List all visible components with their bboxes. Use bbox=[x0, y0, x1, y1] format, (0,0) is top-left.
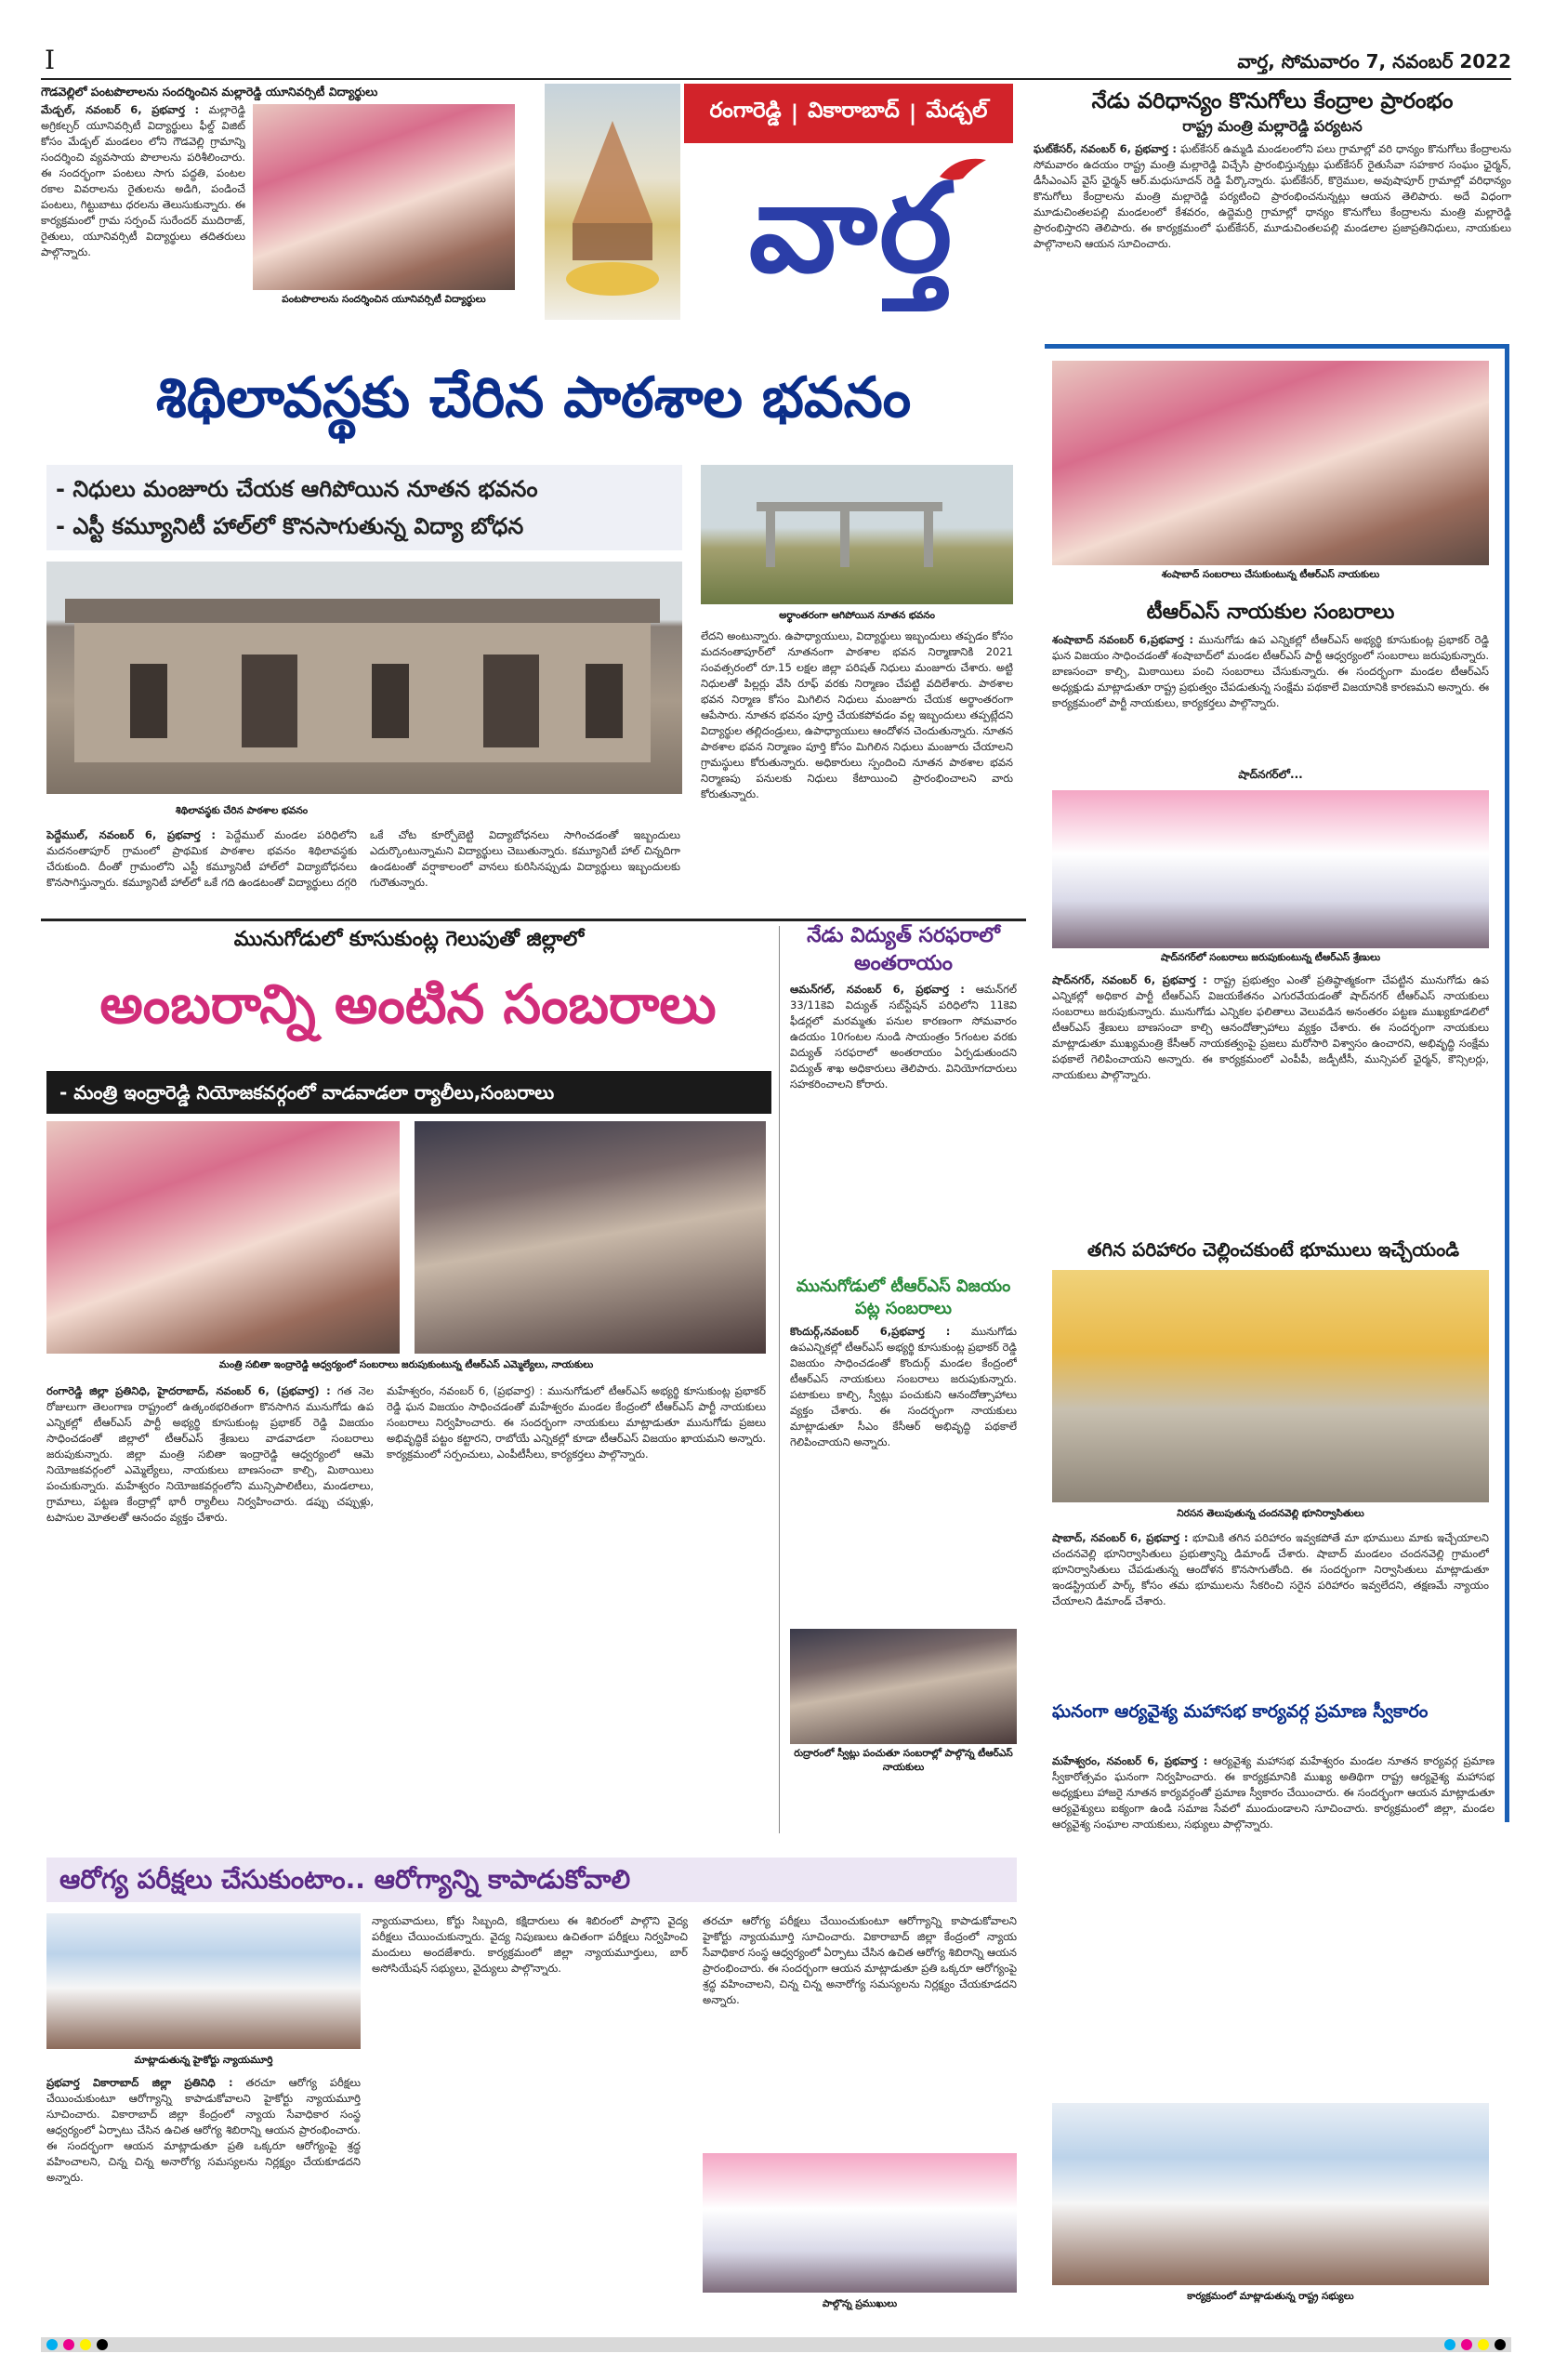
story-text: ఆర్యవైశ్య మహాసభ మహేశ్వరం మండల నూతన కార్యవర్గ ప్రమాణ స్వీకారోత్సవం ఘనంగా నిర్వహించారు. ఈ కార్యక్రమానికి ముఖ్య అతిథిగా రాష్ట్ర ఆర్యవైశ్య మహాసభ అధ్యక్షులు హాజరై నూతన కార్యవర్గంతో ప్రమాణ స్వీకారం చేయించారు. ఈ సందర్భంగా ఆయన మాట్లాడుతూ ఆర్యవైశ్యులు ఐక్యంగా ఉండి సమాజ సేవలో ముందుండాలని సూచించారు. కార్యక్రమంలో జిల్లా, మండల ఆర్యవైశ్య సంఘాల నాయకులు, సభ్యులు పాల్గొన్నారు. bbox=[1052, 1754, 1495, 1831]
school-building-caption: శిథిలావస్థకు చేరిన పాఠశాల భవనం bbox=[175, 805, 309, 816]
land-body bbox=[1052, 1530, 1489, 1694]
health-photo-1 bbox=[46, 1913, 361, 2049]
school-body-1 bbox=[46, 827, 680, 915]
trs-headline: టీఆర్ఎస్ నాయకుల సంబరాలు bbox=[1146, 601, 1395, 624]
temple-photo bbox=[545, 84, 680, 320]
building-illustration bbox=[46, 562, 682, 794]
district-medchal: మేడ్చల్ bbox=[926, 99, 988, 123]
district-divider: | bbox=[790, 101, 799, 126]
story-school-headline: శిథిలావస్థకు చేరిన పాఠశాల భవనం bbox=[155, 365, 912, 430]
munugode-kicker: మునుగోడులో కూసుకుంట్ల గెలుపుతో జిల్లాలో bbox=[233, 928, 585, 951]
story-university bbox=[41, 84, 515, 325]
munugode-tagline: - మంత్రి ఇంద్రారెడ్డి నియోజకవర్గంలో వాడవాడలా ర్యాలీలు,సంబరాలు bbox=[46, 1071, 771, 1114]
trs-caption-2: షాద్‌నగర్‌లో సంబరాలు జరుపుకుంటున్న టీఆర్ఎస్ శ్రేణులు bbox=[1160, 952, 1381, 963]
page-header bbox=[41, 45, 1511, 76]
header-rule bbox=[41, 78, 1511, 80]
district-divider-2: | bbox=[908, 101, 917, 126]
story-body bbox=[790, 1324, 1017, 1621]
story-text: భూమికి తగిన పరిహారం ఇవ్వకపోతే మా భూములు మాకు ఇచ్చేయాలని చందనవెల్లి భూనిర్వాసితులు ప్రభుత్వాన్ని డిమాండ్ చేశారు. షాబాద్ మండలం చందనవెల్లి గ్రామంలో భూనిర్వాసితులు చేపడుతున్న ఆందోళన కొనసాగుతోంది. ఈ సందర్భంగా నిర్వాసితులు మాట్లాడుతూ ఇండస్ట్రియల్ పార్క్ కోసం తమ భూములను సేకరించి సరైన పరిహారం ఇవ్వలేదని, తక్షణమే న్యాయం చేయాలని డిమాండ్ చేశారు. bbox=[1052, 1531, 1489, 1607]
photo-caption: పంటపొలాలను సందర్శించిన యూనివర్సిటీ విద్యార్థులు bbox=[282, 294, 486, 305]
section-rule bbox=[41, 919, 1026, 921]
story-body bbox=[41, 102, 245, 322]
footer-dot bbox=[80, 2339, 91, 2350]
trs-body-2 bbox=[1052, 972, 1489, 1229]
school-bullets bbox=[46, 465, 682, 550]
footer-dot bbox=[46, 2339, 58, 2350]
column-rule bbox=[779, 926, 780, 1833]
story-photo bbox=[253, 104, 515, 290]
story-headline: మునుగోడులో టీఆర్ఎస్ విజయం పట్ల సంబరాలు bbox=[796, 1276, 1011, 1318]
vaishya-body bbox=[1052, 1753, 1495, 2094]
story-headline: నేడు విద్యుత్ సరఫరాలో bbox=[807, 924, 1000, 947]
story-dateline: షాబాద్, నవంబర్ 6, ప్రభవార్త : bbox=[1052, 1531, 1189, 1544]
school-body-2: లేదని అంటున్నారు. ఉపాధ్యాయులు, విద్యార్థులు ఇబ్బందులు తప్పడం కోసం మదనంతాపూర్‌లో నూతనంగా పాఠశాల భవన నిర్మాణానికి 2021 సంవత్సరంలో రూ.15 లక్షల జిల్లా పరిషత్ నిధులు మంజూరు చేశారు. అట్టి నిధులతో పిల్లర్లు వేసి రూఫ్ వరకు నిర్మాణం చేపట్టి వదిలేశారు. పాఠశాల భవన నిర్మాణ కోసం మిగిలిన నిధులు మంజూరు చేయక అర్థాంతరంగా ఆపేసారు. నూతన భవనం పూర్తి చేయకపోవడం వల్ల ఇబ్బందులు తప్పట్లేదని విద్యార్థుల తల్లిదండ్రులు, ఉపాధ్యాయులు ఆందోళన చెందుతున్నారు. నూతన పాఠశాల భవన నిర్మాణం పూర్తి కోసం మిగిలిన నిధులు మంజూరు చేయాలని గ్రామస్థులు కోరుతున్నారు. అధికారులు స్పందించి నూతన పాఠశాల భవన నిర్మాణపు పనులకు నిధులు కేటాయించి ప్రారంభించాలని వారు కోరుతున్నారు. bbox=[701, 629, 1013, 800]
masthead bbox=[545, 84, 1013, 320]
trs-photo-2 bbox=[1052, 790, 1489, 948]
footer-dot bbox=[1444, 2339, 1455, 2350]
trs-sub-label: షాద్‌నగర్‌లో... bbox=[1238, 768, 1303, 781]
footer-dot bbox=[63, 2339, 74, 2350]
story-dateline: ఘట్‌కేసర్, నవంబర్ 6, ప్రభవార్త : bbox=[1034, 142, 1177, 155]
pillars-illustration bbox=[701, 465, 1013, 604]
new-building-caption: అర్థాంతరంగా ఆగిపోయిన నూతన భవనం bbox=[779, 610, 935, 621]
paper-date: వార్త, సోమవారం 7, నవంబర్ 2022 bbox=[1237, 50, 1511, 73]
dove-icon bbox=[935, 151, 991, 188]
vaishya-headline: ఘనంగా ఆర్యవైశ్య మహాసభ కార్యవర్గ ప్రమాణ స్వీకారం bbox=[1052, 1701, 1429, 1722]
munugode-body-1 bbox=[46, 1383, 374, 1835]
munugode-body-2: మహేశ్వరం, నవంబర్ 6, (ప్రభవార్త) : మునుగోడులో టీఆర్ఎస్ అభ్యర్థి కూసుకుంట్ల ప్రభాకర్ రెడ్డి ఘన విజయం సాధించడంతో మహేశ్వరం మండల కేంద్రంలో టీఆర్ఎస్ పార్టీ నాయకులు సంబరాలు నిర్వహించారు. ఈ సందర్భంగా నాయకులు మాట్లాడుతూ మునుగోడు ప్రజలు అభివృద్ధికే పట్టం కట్టారని, రాబోయే ఎన్నికల్లో కూడా టీఆర్ఎస్ విజయం ఖాయమని అన్నారు. కార్యక్రమంలో సర్పంచులు, ఎంపీటీసీలు, కార్యకర్తలు పాల్గొన్నారు. bbox=[387, 1384, 766, 1461]
land-headline: తగిన పరిహారం చెల్లించకుంటే భూములు ఇచ్చేయండి bbox=[1086, 1238, 1460, 1261]
footer-dot bbox=[1461, 2339, 1472, 2350]
health-caption-2: పాల్గొన్న ప్రముఖులు bbox=[822, 2298, 898, 2309]
story-headline-2: అంతరాయం bbox=[854, 952, 953, 975]
story-power bbox=[790, 922, 1017, 1266]
story-dateline: ఆమన్‌గల్, నవంబర్ 6, ప్రభవార్త : bbox=[790, 983, 965, 996]
district-banner bbox=[684, 84, 1013, 143]
minister-photo bbox=[46, 1121, 400, 1354]
temple-illustration bbox=[545, 84, 680, 320]
story-text: ఆమన్‌గల్ 33/11కెవి విద్యుత్ సబ్‌స్టేషన్ పరిధిలోని 11కెవి ఫీడర్లలో మరమ్మతు పనుల కారణంగా సోమవారం ఉదయం 10గంటల నుండి సాయంత్రం 5గంటల వరకు విద్యుత్ సరఫరాలో అంతరాయం ఏర్పడుతుందని విద్యుత్ శాఖ అధికారులు తెలిపారు. వినియోగదారులు సహకరించాలని కోరారు. bbox=[790, 983, 1017, 1091]
story-text: మునుగోడు ఉపఎన్నికల్లో టీఆర్ఎస్ అభ్యర్థి కూసుకుంట్ల ప్రభాకర్ రెడ్డి విజయం సాధించడంతో కొందుర్గ్ మండల కేంద్రంలో టీఆర్ఎస్ నాయకులు సంబరాలు జరుపుకున్నారు. పటాకులు కాల్చి, స్వీట్లు పంచుకుని ఆనందోత్సాహాలు వ్యక్తం చేశారు. ఈ సందర్భంగా నాయకులు మాట్లాడుతూ సీఎం కేసీఆర్ అభివృద్ధి పథకాలే గెలిపించాయని అన్నారు. bbox=[790, 1325, 1017, 1448]
story-text: మునుగోడు ఉప ఎన్నికల్లో టీఆర్ఎస్ అభ్యర్థి కూసుకుంట్ల ప్రభాకర్ రెడ్డి ఘన విజయం సాధించడంతో శంషాబాద్‌లో మండల టీఆర్ఎస్ పార్టీ ఆధ్వర్యంలో సంబరాలు జరుపుకున్నారు. బాణసంచా కాల్చి, మిఠాయిలు పంచి సంబరాలు చేసుకున్నారు. ఈ సందర్భంగా మండల టీఆర్ఎస్ అధ్యక్షుడు మాట్లాడుతూ రాష్ట్ర ప్రభుత్వం చేపడుతున్న సంక్షేమ పథకాలే విజయానికి కారణమని అన్నారు. ఈ కార్యక్రమంలో పార్టీ నాయకులు, కార్యకర్తలు పాల్గొన్నారు. bbox=[1052, 633, 1489, 709]
land-caption: నిరసన తెలుపుతున్న చందనవెల్లి భూనిర్వాసితులు bbox=[1177, 1508, 1364, 1519]
story-headline: నేడు వరిధాన్యం కొనుగోలు కేంద్రాల ప్రారంభం bbox=[1091, 89, 1454, 113]
trs-photo-1 bbox=[1052, 361, 1489, 565]
bullet-item: - ఎస్టీ కమ్యూనిటీ హాల్‌లో కొనసాగుతున్న విద్యా బోధన bbox=[56, 513, 524, 539]
story-text: ఘట్‌కేసర్ ఉమ్మడి మండలంలోని పలు గ్రామాల్లో వరి ధాన్యం కొనుగోలు కేంద్రాలను సోమవారం ఉదయం రాష్ట్ర మంత్రి మల్లారెడ్డి విచ్చేసి ప్రారంభిస్తున్నట్లు ఘట్‌కేసర్ రైతుసేవా సహకార సంఘం ఛైర్మన్, డీసీఎంఎస్ వైస్ ఛైర్మన్ ఆర్.మధుసూదన్ రెడ్డి పేర్కొన్నారు. ఘట్‌కేసర్, కొర్రెముల, అవుషాపూర్ గ్రామాల్లో వరిధాన్యం కొనుగోలు కేంద్రాలను మంత్రి మల్లారెడ్డి పర్యటించి ప్రారంభించనున్నట్లు ఆయన తెలిపారు. అదే విధంగా మూడుచింతలపల్లి మండలంలో కేశవరం, ఉద్దెమర్రి గ్రామాల్లో ధాన్యం కొనుగోలు కేంద్రాలను మంత్రి మల్లారెడ్డి ప్రారంభిస్తారని తెలిపారు. ఈ కార్యక్రమంలో ఘట్‌కేసర్, మూడుచింతలపల్లి మండలాల ప్రజాప్రతినిధులు, నాయకులు పాల్గొనాలని ఆయన సూచించారు. bbox=[1034, 142, 1511, 250]
footer-dot bbox=[1495, 2339, 1506, 2350]
footer-dot bbox=[1478, 2339, 1489, 2350]
story-grain bbox=[1034, 87, 1511, 329]
story-dateline: కొందుర్గ్,నవంబర్ 6,ప్రభవార్త : bbox=[790, 1325, 951, 1338]
story-text: రాష్ట్ర ప్రభుత్వం ఎంతో ప్రతిష్ఠాత్మకంగా చేపట్టిన మునుగోడు ఉప ఎన్నికల్లో అధికార పార్టీ టీఆర్ఎస్ విజయకేతనం ఎగురవేయడంతో షాద్‌నగర్ టీఆర్ఎస్ నాయకులు సంబరాలు జరుపుకున్నారు. మునుగోడు ఎన్నికల ఫలితాలు వెలువడిన అనంతరం పట్టణ ముఖ్యకూడలిలో టీఆర్ఎస్ శ్రేణులు బాణసంచా కాల్చి ఆనందోత్సాహాలు వ్యక్తం చేశారు. ఈ సందర్భంగా నాయకులు మాట్లాడుతూ ముఖ్యమంత్రి కేసీఆర్ నాయకత్వంపై ప్రజలు మరోసారి విశ్వాసం ఉంచారని, అభివృద్ధి సంక్షేమ పథకాలే గెలిపించాయని అన్నారు. ఈ కార్యక్రమంలో ఎంపీపీ, జడ్పీటీసీ, మున్సిపల్ ఛైర్మన్, కౌన్సిలర్లు, నాయకులు పాల్గొన్నారు. bbox=[1052, 973, 1489, 1081]
health-photo-2 bbox=[703, 2153, 1017, 2293]
photo-caption: రుద్రారంలో స్వీట్లు పంచుతూ సంబరాల్లో పాల్గొన్న టీఆర్ఎస్ నాయకులు bbox=[794, 1748, 1013, 1773]
story-dateline: పెద్దేముల్, నవంబర్ 6, ప్రభవార్త : bbox=[46, 828, 216, 841]
district-vikarabad: వికారాబాద్ bbox=[808, 99, 900, 123]
trs-body bbox=[1052, 632, 1489, 766]
bullet-item: - నిధులు మంజూరు చేయక ఆగిపోయిన నూతన భవనం bbox=[56, 476, 538, 502]
new-building-photo bbox=[701, 465, 1013, 604]
school-building-photo bbox=[46, 562, 682, 794]
health-body-2: న్యాయవాదులు, కోర్టు సిబ్బంది, కక్షిదారులు ఈ శిబిరంలో పాల్గొని వైద్య పరీక్షలు చేయించుకున్నారు. వైద్య నిపుణులు ఉచితంగా పరీక్షలు నిర్వహించి మందులు అందజేశారు. కార్యక్రమంలో జిల్లా న్యాయమూర్తులు, బార్ అసోసియేషన్ సభ్యులు, వైద్యులు పాల్గొన్నారు. bbox=[372, 1914, 688, 1975]
health-body-3: తరచూ ఆరోగ్య పరీక్షలు చేయించుకుంటూ ఆరోగ్యాన్ని కాపాడుకోవాలని హైకోర్టు న్యాయమూర్తి సూచించారు. వికారాబాద్ జిల్లా కేంద్రంలో న్యాయ సేవాధికార సంస్థ ఆధ్వర్యంలో ఏర్పాటు చేసిన ఉచిత ఆరోగ్య శిబిరాన్ని ఆయన ప్రారంభించారు. ఈ సందర్భంగా ఆయన మాట్లాడుతూ ప్రతి ఒక్కరూ ఆరోగ్యంపై శ్రద్ధ వహించాలని, చిన్న చిన్న అనారోగ్య సమస్యలను నిర్లక్ష్యం చేయకూడదని అన్నారు. bbox=[703, 1914, 1017, 2006]
story-dateline: మహేశ్వరం, నవంబర్ 6, ప్రభవార్త : bbox=[1052, 1754, 1208, 1767]
story-photo bbox=[790, 1629, 1017, 1744]
health-body-1 bbox=[46, 2075, 361, 2317]
munugode-headline: అంబరాన్ని అంటిన సంబరాలు bbox=[99, 972, 717, 1036]
health-caption-1: మాట్లాడుతున్న హైకోర్టు న్యాయమూర్తి bbox=[134, 2055, 273, 2066]
masthead-logo: వార్త bbox=[748, 157, 955, 300]
story-celebrate2 bbox=[790, 1276, 1017, 1833]
rally-photo bbox=[415, 1121, 766, 1354]
story-text: పెద్దేముల్ మండల పరిధిలోని మదనంతాపూర్ గ్రామంలో ప్రాథమిక పాఠశాల భవనం శిథిలావస్థకు చేరుకుంది. దీంతో గ్రామంలోని ఎస్టీ కమ్యూనిటీ హాల్‌లో విద్యాబోధనలు కొనసాగిస్తున్నారు. కమ్యూనిటీ హాల్‌లో ఒకే గది ఉండటంతో విద్యార్థులు దగ్గరి ఒకే చోట కూర్చోబెట్టి విద్యాబోధనలు సాగించడంతో ఇబ్బందులు ఎదుర్కొంటున్నామని విద్యార్థులు చెబుతున్నారు. కమ్యూనిటీ హాల్ చిన్నదిగా ఉండటంతో వర్షాకాలంలో వానలు కురిసినప్పుడు విద్యార్థులు ఇబ్బందులకు గురౌతున్నారు. bbox=[46, 828, 680, 889]
story-text: తరచూ ఆరోగ్య పరీక్షలు చేయించుకుంటూ ఆరోగ్యాన్ని కాపాడుకోవాలని హైకోర్టు న్యాయమూర్తి సూచించారు. వికారాబాద్ జిల్లా కేంద్రంలో న్యాయ సేవాధికార సంస్థ ఆధ్వర్యంలో ఏర్పాటు చేసిన ఉచిత ఆరోగ్య శిబిరాన్ని ఆయన ప్రారంభించారు. ఈ సందర్భంగా ఆయన మాట్లాడుతూ ప్రతి ఒక్కరూ ఆరోగ్యంపై శ్రద్ధ వహించాలని, చిన్న చిన్న అనారోగ్య సమస్యలను నిర్లక్ష్యం చేయకూడదని అన్నారు. bbox=[46, 2076, 361, 2184]
story-headline: గౌడవెల్లిలో పంటపొలాలను సందర్శించిన మల్లారెడ్డి యూనివర్సిటీ విద్యార్థులు bbox=[41, 85, 378, 99]
footer-dot bbox=[97, 2339, 108, 2350]
story-body bbox=[1034, 141, 1511, 318]
story-dateline: రంగారెడ్డి జిల్లా ప్రతినిధి, హైదరాబాద్, నవంబర్ 6, (ప్రభవార్త) : bbox=[46, 1384, 331, 1397]
story-dateline: ప్రభవార్త వికారాబాద్ జిల్లా ప్రతినిధి : bbox=[46, 2076, 233, 2089]
district-rangareddy: రంగారెడ్డి bbox=[709, 99, 782, 123]
story-subhead: రాష్ట్ర మంత్రి మల్లారెడ్డి పర్యటన bbox=[1182, 117, 1363, 135]
vaishya-photo bbox=[1052, 2103, 1489, 2285]
footer-bar bbox=[41, 2337, 1511, 2352]
story-text: మల్లారెడ్డి అగ్రికల్చర్ యూనివర్సిటీ విద్యార్థులు ఫీల్డ్ విజిట్ కోసం మేడ్చల్ మండలం లోని గౌడవెల్లి గ్రామాన్ని సందర్శించి వ్యవసాయ పొలాలను పరిశీలించారు. ఈ సందర్భంగా పంటలు సాగు పద్ధతి, పంటల రకాల వివరాలను రైతులను అడిగి, పండించే పంటలు, గిట్టుబాటు ధరలను తెలుసుకున్నారు. ఈ కార్యక్రమంలో గ్రామ సర్పంచ్ సురేందర్ ముదిరాజ్, రైతులు, యూనివర్సిటీ విద్యార్థులు తదితరులు పాల్గొన్నారు. bbox=[41, 103, 245, 258]
land-photo bbox=[1052, 1270, 1489, 1502]
story-text: గత నెల రోజులుగా తెలంగాణ రాష్ట్రంలో ఉత్కంఠభరితంగా కొనసాగిన మునుగోడు ఉప ఎన్నికల్లో టీఆర్ఎస్ పార్టీ అభ్యర్థి కూసుకుంట్ల ప్రభాకర్ రెడ్డి విజయం సాధించడంతో జిల్లాలో టీఆర్ఎస్ శ్రేణులు వాడవాడలా సంబరాలు జరుపుకున్నారు. జిల్లా మంత్రి సబితా ఇంద్రారెడ్డి ఆధ్వర్యంలో ఆమె నియోజకవర్గంలో ఎమ్మెల్యేలు, నాయకులు బాణసంచా కాల్చి, మిఠాయిలు పంచుకున్నారు. మహేశ్వరం నియోజకవర్గంలోని మున్సిపాలిటీలు, మండలాలు, గ్రామాలు, పట్టణ కేంద్రాల్లో భారీ ర్యాలీలు నిర్వహించారు. డప్పు చప్పుళ్లు, టపాసుల మోతలతో ఆనందం వ్యక్తం చేశారు. bbox=[46, 1384, 374, 1524]
trs-caption-1: శంషాబాద్ సంబరాలు చేసుకుంటున్న టీఆర్ఎస్ నాయకులు bbox=[1161, 569, 1380, 580]
munugode-caption: మంత్రి సబితా ఇంద్రారెడ్డి ఆధ్వర్యంలో సంబరాలు జరుపుకుంటున్న టీఆర్ఎస్ ఎమ్మెల్యేలు, నాయకులు bbox=[218, 1359, 594, 1370]
health-headline: ఆరోగ్య పరీక్షలు చేసుకుంటాం.. ఆరోగ్యాన్ని కాపాడుకోవాలి bbox=[46, 1858, 1017, 1902]
page-number: I bbox=[45, 45, 56, 75]
story-body bbox=[790, 982, 1017, 1261]
story-dateline: షాద్‌నగర్, నవంబర్ 6, ప్రభవార్త : bbox=[1052, 973, 1207, 986]
story-dateline: శంషాబాద్ నవంబర్ 6,ప్రభవార్త : bbox=[1052, 633, 1194, 646]
vaishya-caption: కార్యక్రమంలో మాట్లాడుతున్న రాష్ట్ర సభ్యులు bbox=[1187, 2291, 1354, 2302]
story-dateline: మేడ్చల్, నవంబర్ 6, ప్రభవార్త : bbox=[41, 103, 200, 116]
